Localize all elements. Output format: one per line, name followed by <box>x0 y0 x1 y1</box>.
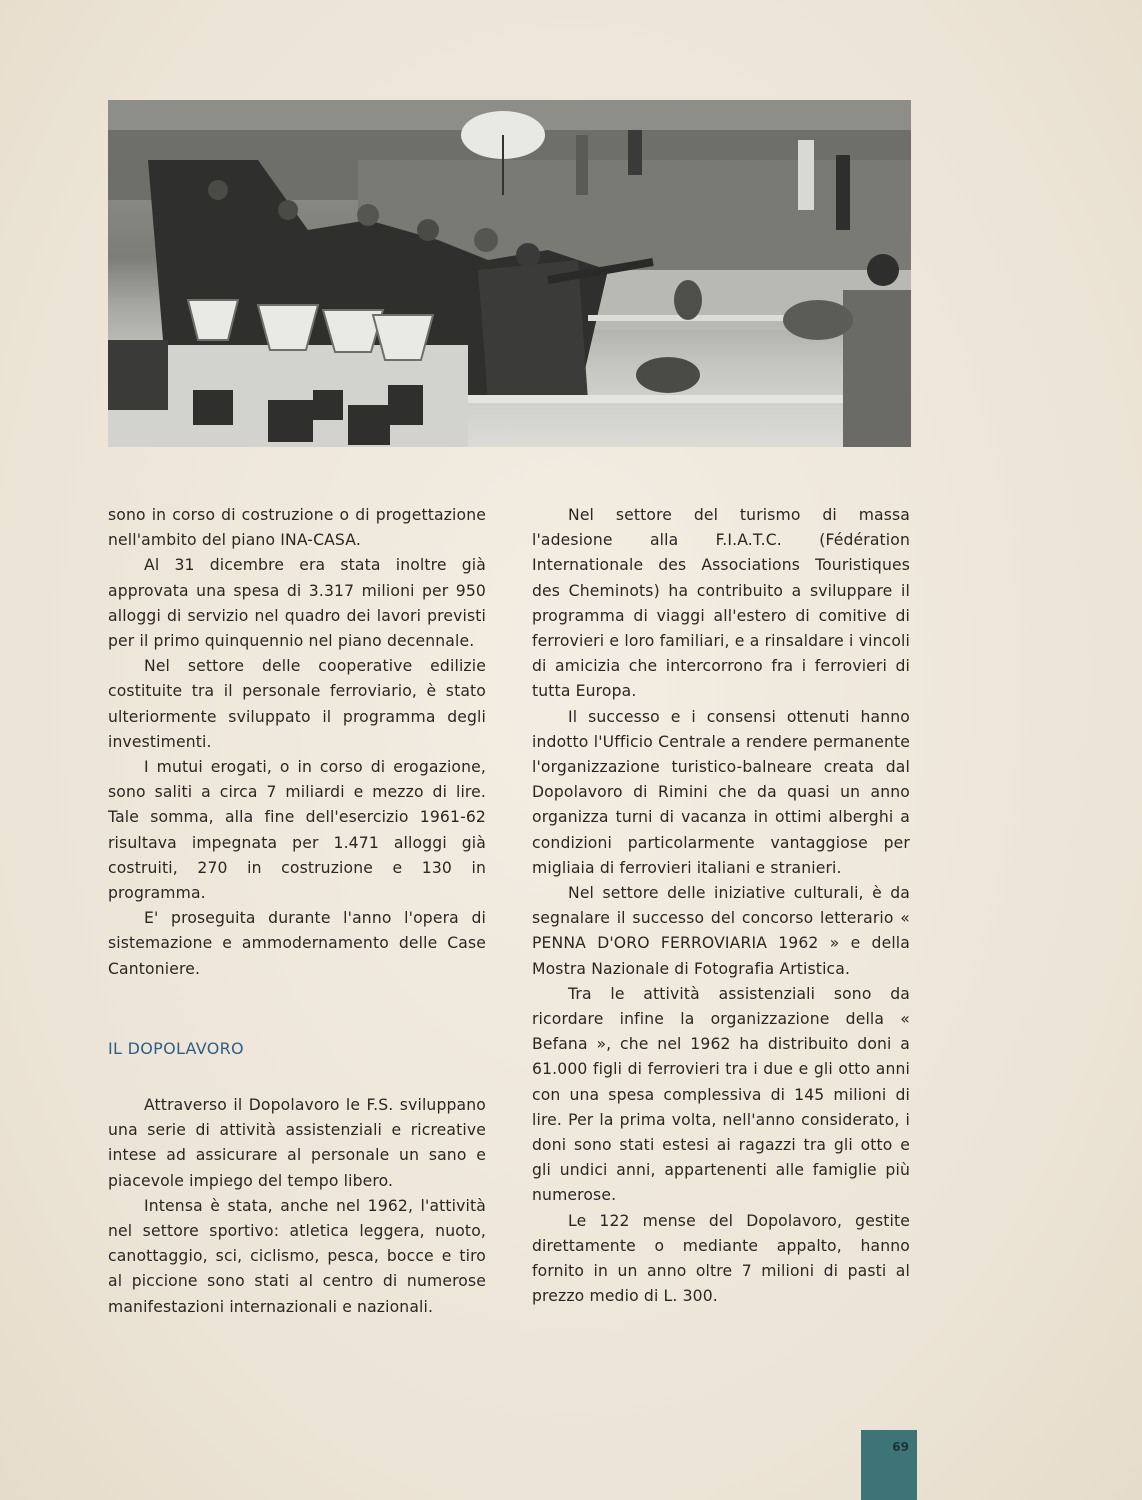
trap-shooting-photo <box>108 100 911 447</box>
section-paragraph-1: Attraverso il Dopolavoro le F.S. sviluppano una serie di attività assistenziali e ricreative intese ad assicurare al personale un sano e piacevole impiego del tempo libero. <box>108 1096 486 1190</box>
section-body <box>108 1093 486 1320</box>
left-paragraph-4: I mutui erogati, o in corso di erogazione, sono saliti a circa 7 miliardi e mezzo di lire. Tale somma, alla fine dell'esercizio 1961-62 risultava impegnata per 1.471 alloggi già costruiti, 270 in costruzione e 130 in programma. <box>108 758 486 903</box>
right-paragraph-3: Nel settore delle iniziative culturali, è da segnalare il successo del concorso letterario « PENNA D'ORO FERROVIARIA 1962 » e della Mostra Nazionale di Fotografia Artistica. <box>532 884 910 978</box>
photo-illustration <box>108 100 911 447</box>
left-paragraph-2: Al 31 dicembre era stata inoltre già approvata una spesa di 3.317 milioni per 950 alloggi di servizio nel quadro dei lavori previsti per il primo quinquennio nel piano decennale. <box>108 556 486 651</box>
left-column <box>108 503 486 982</box>
section-paragraph-2: Intensa è stata, anche nel 1962, l'attività nel settore sportivo: atletica leggera, nuoto, canottaggio, sci, ciclismo, pesca, bocce e tiro al piccione sono stati al centro di numerose manifestazioni internazionali e nazionali. <box>108 1196 486 1316</box>
left-paragraph-5: E' proseguita durante l'anno l'opera di sistemazione e ammodernamento delle Case Cantoniere. <box>108 909 486 978</box>
right-paragraph-4: Tra le attività assistenziali sono da ricordare infine la organizzazione della « Befana », che nel 1962 ha distribuito doni a 61.000 figli di ferrovieri tra i due e gli otto anni con una spesa complessiva di 145 milioni di lire. Per la prima volta, nell'anno considerato, i doni sono stati estesi ai ragazzi tra gli otto e gli undici anni, appartenenti alle famiglie più numerose. <box>532 984 910 1205</box>
left-paragraph-1: sono in corso di costruzione o di progettazione nell'ambito del piano INA-CASA. <box>108 506 486 550</box>
left-paragraph-3: Nel settore delle cooperative edilizie costituite tra il personale ferroviario, è stato ulteriormente sviluppato il programma degli investimenti. <box>108 657 486 751</box>
right-paragraph-5: Le 122 mense del Dopolavoro, gestite direttamente o mediante appalto, hanno fornito in un anno oltre 7 milioni di pasti al prezzo medio di L. 300. <box>532 1211 910 1306</box>
right-paragraph-2: Il successo e i consensi ottenuti hanno indotto l'Ufficio Centrale a rendere permanente l'organizzazione turistico-balneare creata dal Dopolavoro di Rimini che da quasi un anno organizza turni di vacanza in ottimi alberghi a condizioni particolarmente vantaggiose per migliaia di ferrovieri italiani e stranieri. <box>532 707 910 877</box>
page-number: 69 <box>892 1440 909 1454</box>
right-column <box>532 503 910 1310</box>
section-heading: IL DOPOLAVORO <box>108 1039 244 1058</box>
right-paragraph-1: Nel settore del turismo di massa l'adesione alla F.I.A.T.C. (Fédération Internationale des Associations Touristiques des Cheminots) ha contribuito a sviluppare il programma di viaggi all'estero di comitive di ferrovieri e loro familiari, e a rinsaldare i vincoli di amicizia che intercorrono fra i ferrovieri di tutta Europa. <box>532 506 910 701</box>
